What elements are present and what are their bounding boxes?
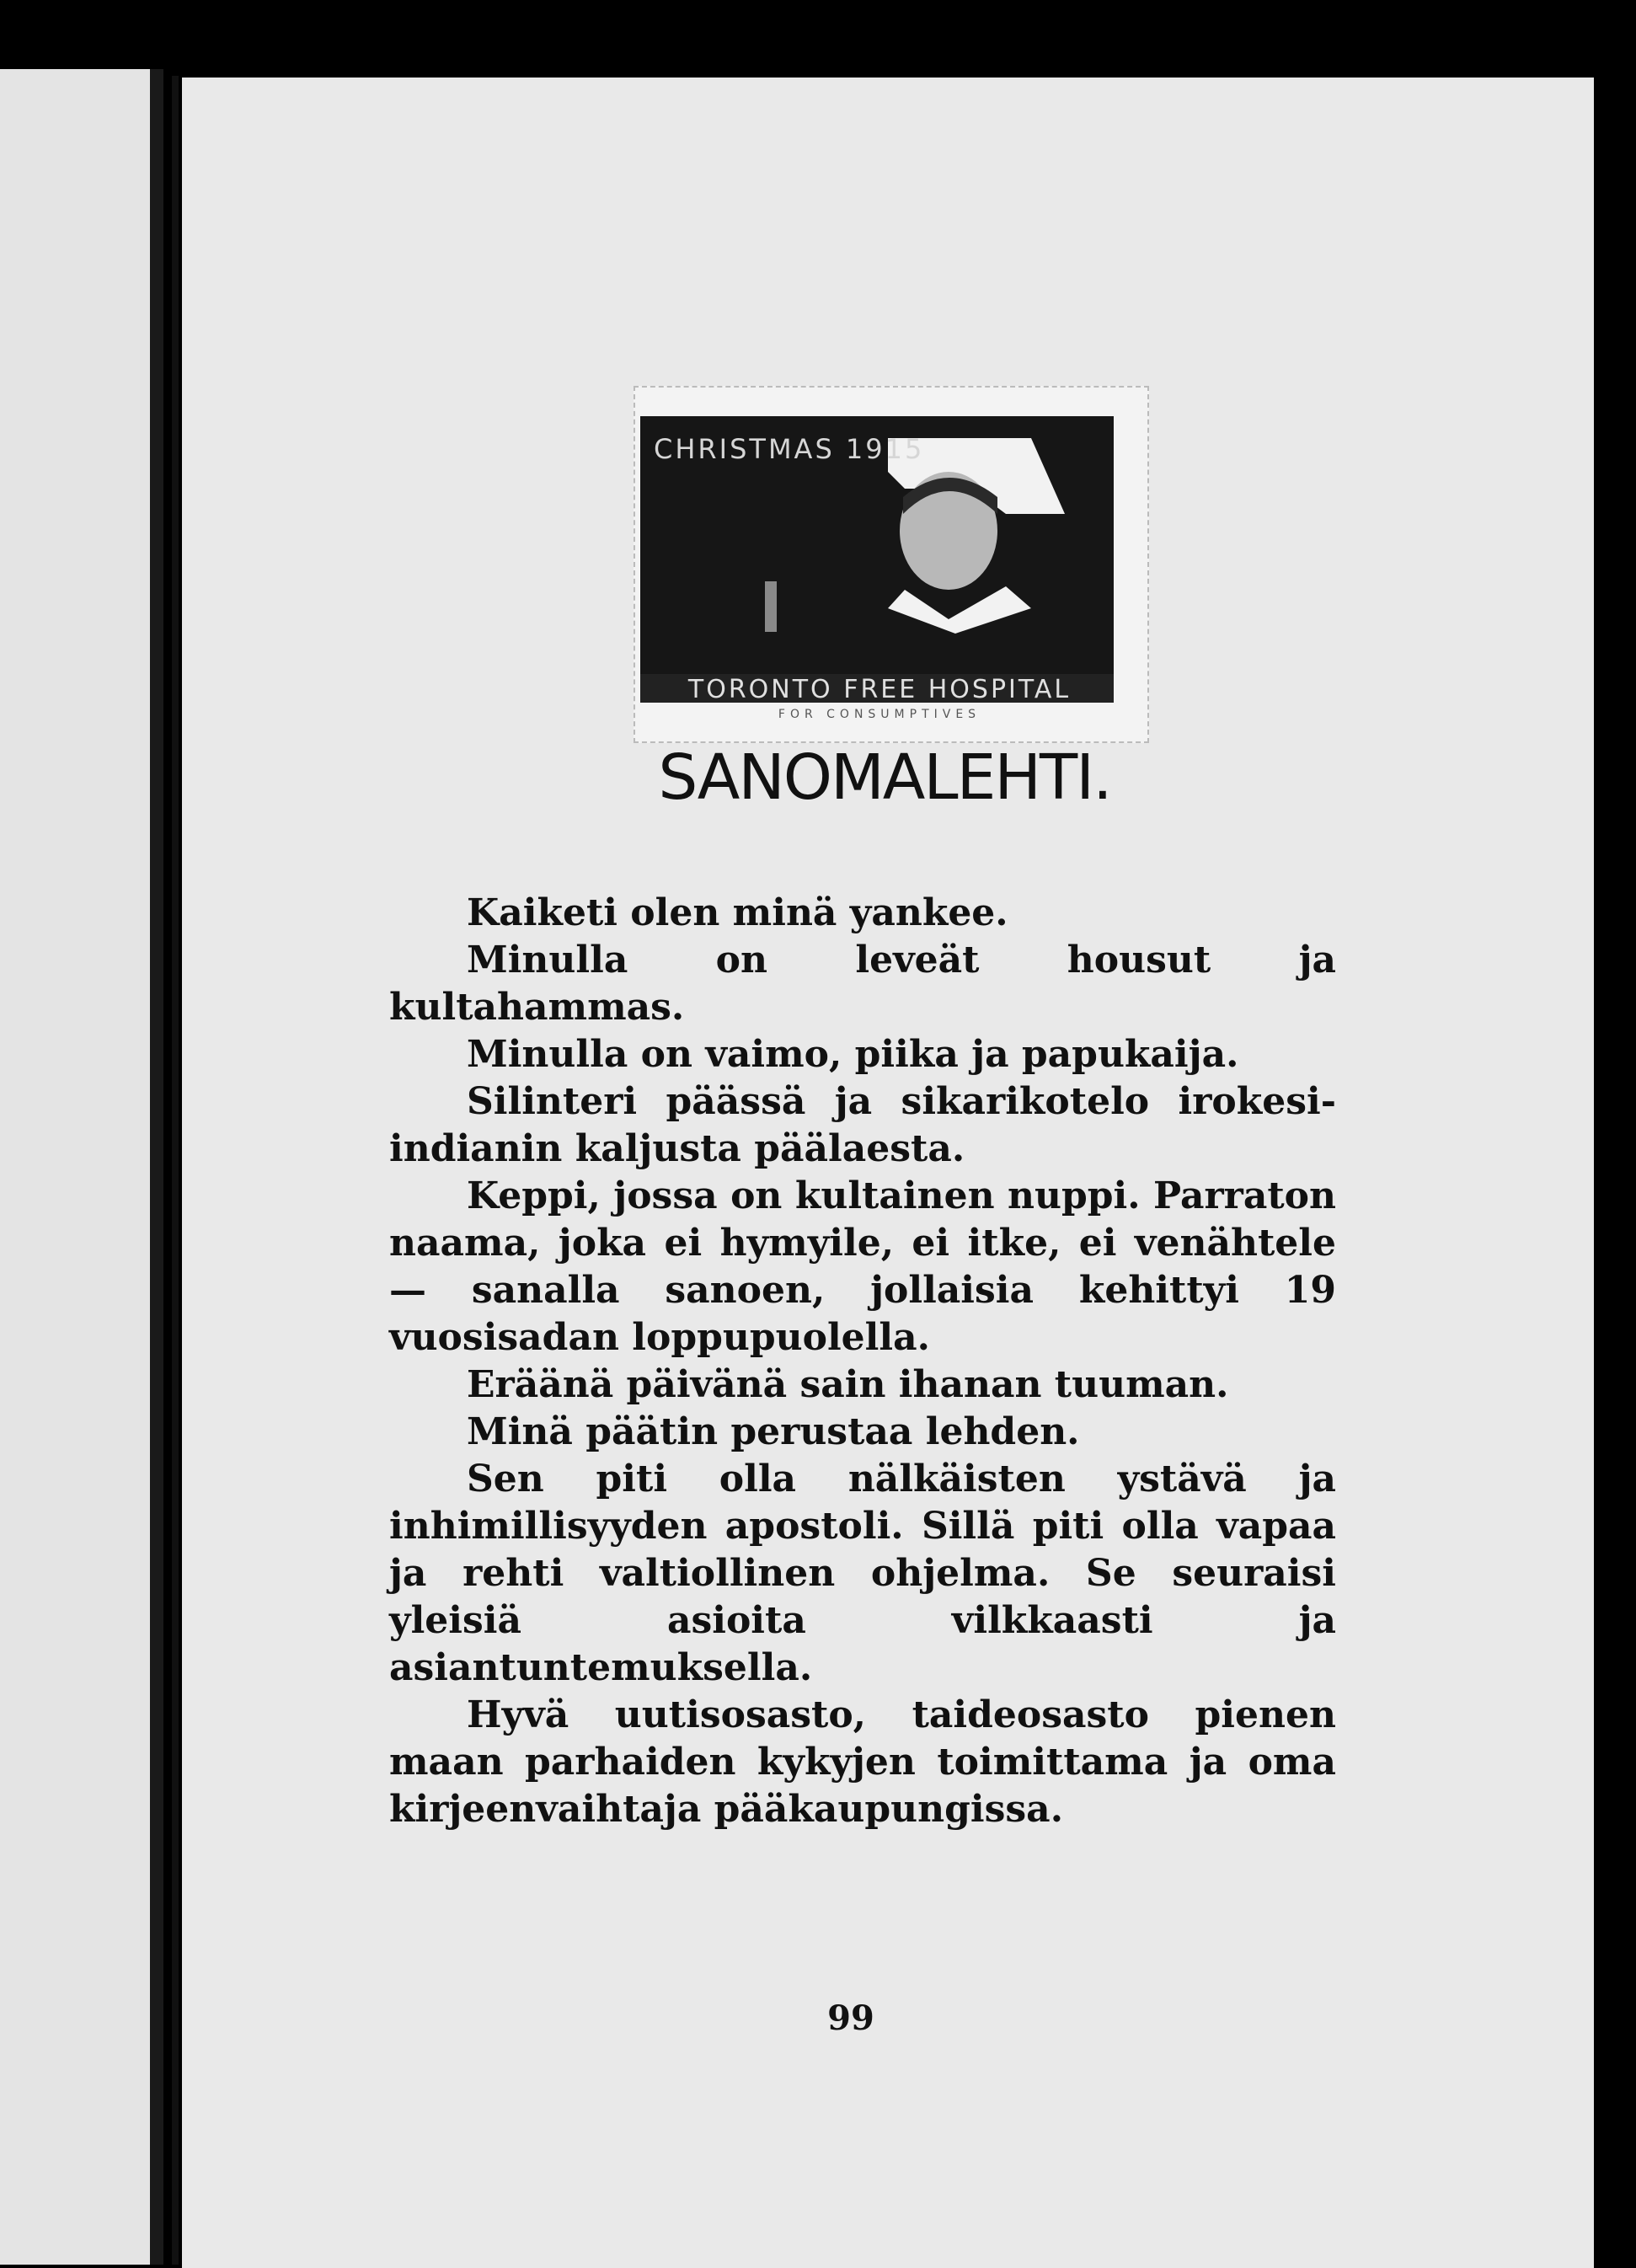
- paragraph-4: Silinteri päässä ja sikarikotelo irokesi-indianin kaljusta päälaesta.: [389, 1080, 1336, 1170]
- book-binding-edge: [150, 69, 163, 2265]
- paragraph-6: Eräänä päivänä sain ihanan tuuman.: [467, 1363, 1229, 1406]
- christmas-seal-stamp: [634, 386, 1149, 743]
- left-page-edge: [0, 69, 162, 2265]
- book-spine: [172, 76, 179, 2265]
- body-text: [389, 890, 1336, 1833]
- page-number: 99: [827, 1998, 874, 2038]
- paragraph-8: Sen piti olla nälkäisten ystävä ja inhimillisyyden apostoli. Sillä piti olla vapaa ja rehti valtiollinen ohjelma. Se seuraisi yleisiä asioita vilkkaasti ja asiantuntemuksella.: [389, 1458, 1336, 1689]
- chapter-title: SANOMALEHTI.: [658, 741, 1111, 814]
- stamp-bottom-subtext: FOR CONSUMPTIVES: [778, 708, 981, 721]
- stamp-bottom-text: TORONTO FREE HOSPITAL: [687, 675, 1072, 704]
- paragraph-2: Minulla on leveät housut ja kultahammas.: [389, 939, 1336, 1029]
- stamp-top-text: CHRISTMAS 1915: [654, 433, 925, 465]
- paragraph-5: Keppi, jossa on kultainen nuppi. Parraton naama, joka ei hymyile, ei itke, ei venähtele — sanalla sanoen, jollaisia kehittyi 19 vuosisadan loppupuolella.: [389, 1174, 1336, 1359]
- paragraph-3: Minulla on vaimo, piika ja papukaija.: [467, 1033, 1239, 1076]
- paragraph-7: Minä päätin perustaa lehden.: [467, 1410, 1080, 1453]
- paragraph-9: Hyvä uutisosasto, taideosasto pienen maan parhaiden kykyjen toimittama ja oma kirjeenvaihtaja pääkaupungissa.: [389, 1693, 1336, 1831]
- paragraph-1: Kaiketi olen minä yankee.: [467, 891, 1008, 934]
- stamp-illustration: [635, 388, 1147, 741]
